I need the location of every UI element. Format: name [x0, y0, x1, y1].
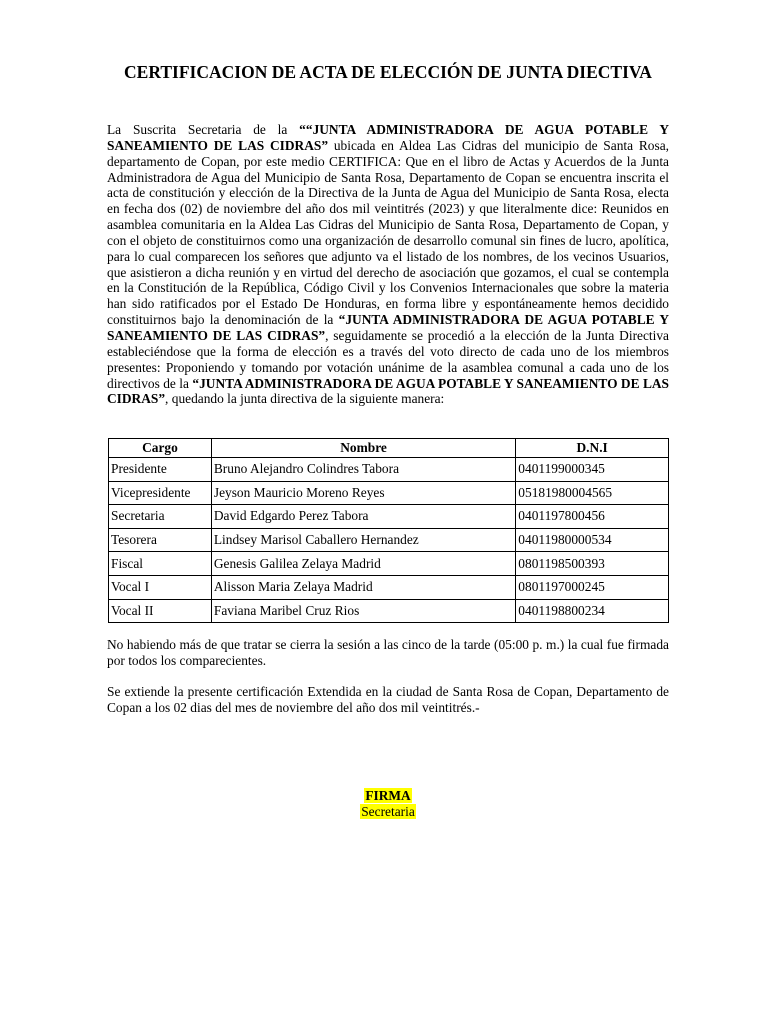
- cell-nombre: Alisson Maria Zelaya Madrid: [211, 575, 515, 599]
- closing-paragraph-session: No habiendo más de que tratar se cierra la sesión a las cinco de la tarde (05:00 p. m.) la cual fue firmada por todos los comparecientes.: [107, 637, 669, 668]
- cell-cargo: Vocal I: [109, 575, 212, 599]
- signature-block: [300, 788, 476, 820]
- cell-nombre: Jeyson Mauricio Moreno Reyes: [211, 481, 515, 505]
- cell-nombre: David Edgardo Perez Tabora: [211, 505, 515, 529]
- cell-cargo: Vicepresidente: [109, 481, 212, 505]
- signature-label: FIRMA: [365, 788, 411, 803]
- closing-paragraph-extension: Se extiende la presente certificación Extendida en la ciudad de Santa Rosa de Copan, Departamento de Copan a los 02 dias del mes de noviembre del año dos mil veintitrés.-: [107, 684, 669, 715]
- directiva-table: [108, 438, 669, 623]
- body-segment: , quedando la junta directiva de la siguiente manera:: [165, 391, 445, 407]
- table-row: [109, 505, 669, 529]
- certification-body: [107, 122, 669, 407]
- cell-nombre: Faviana Maribel Cruz Rios: [211, 599, 515, 623]
- table-row: [109, 481, 669, 505]
- organization-name: ““JUNTA ADMINISTRADORA DE AGUA POTABLE Y SANEAMIENTO DE LAS CIDRAS”: [107, 122, 669, 153]
- table-row: [109, 552, 669, 576]
- organization-name: “JUNTA ADMINISTRADORA DE AGUA POTABLE Y SANEAMIENTO DE LAS CIDRAS”: [107, 312, 670, 343]
- cell-cargo: Secretaria: [109, 505, 212, 529]
- organization-name: “JUNTA ADMINISTRADORA DE AGUA POTABLE Y SANEAMIENTO DE LAS CIDRAS”: [107, 375, 669, 407]
- cell-dni: 0401199000345: [516, 458, 669, 482]
- cell-nombre: Lindsey Marisol Caballero Hernandez: [211, 528, 515, 552]
- cell-cargo: Vocal II: [109, 599, 212, 623]
- table-row: [109, 575, 669, 599]
- cell-dni: 0401198800234: [516, 599, 669, 623]
- table-row: [109, 599, 669, 623]
- cell-dni: 0401197800456: [516, 505, 669, 529]
- body-segment: La Suscrita Secretaria de la: [107, 122, 300, 137]
- body-segment: ubicada en Aldea Las Cidras del municipio de Santa Rosa, departamento de Copan, por este medio CERTIFICA: Que en el libro de Actas y Acuerdos de la Junta Administradora de Agua del Municipio de Santa Rosa, Departamento de Copan se encuentra inscrita el acta de constitución y elección de la Directiva de la Junta de Agua del Municipio de Santa Rosa, electa en fecha dos (02) de noviembre del año dos mil veintitrés (2023) y que literalmente dice: Reunidos en asamblea comunitaria en la Aldea Las Cidras del Municipio de Santa Rosa, Departamento de Copan, y con el objeto de constituirnos como una organización de desarrollo comunal sin fines de lucro, apolítica, para lo cual comparecen los señores que adjunto va el listado de los nombres, de los vecinos Usuarios, que asistieron a dicha reunión y en virtud del derecho de asociación que gozamos, el cual se contempla en la Constitución de la República, Código Civil y los Convenios Internacionales que sobre la materia han sido ratificados por el Estado De Honduras, en forma libre y espontáneamente hemos decidido constituirnos bajo la denominación de la: [107, 137, 669, 328]
- cell-nombre: Genesis Galilea Zelaya Madrid: [211, 552, 515, 576]
- cell-dni: 0801197000245: [516, 575, 669, 599]
- cell-nombre: Bruno Alejandro Colindres Tabora: [211, 458, 515, 482]
- document-title: CERTIFICACION DE ACTA DE ELECCIÓN DE JUNTA DIECTIVA: [124, 62, 652, 82]
- cell-cargo: Fiscal: [109, 552, 212, 576]
- header-nombre: Nombre: [211, 439, 515, 458]
- table-header-row: [109, 439, 669, 458]
- cell-cargo: Tesorera: [109, 528, 212, 552]
- header-cargo: Cargo: [109, 439, 212, 458]
- cell-dni: 04011980000534: [516, 528, 669, 552]
- cell-dni: 0801198500393: [516, 552, 669, 576]
- signature-role: Secretaria: [361, 804, 415, 819]
- cell-dni: 05181980004565: [516, 481, 669, 505]
- body-segment: , seguidamente se procedió a la elección de la Junta Directiva estableciéndose que la forma de elección es a través del voto directo de cada uno de los miembros presentes: Proponiendo y tomando por votación unánime de la asamblea comunal a cada uno de los directivos de la: [107, 327, 669, 391]
- table-row: [109, 528, 669, 552]
- cell-cargo: Presidente: [109, 458, 212, 482]
- table-row: [109, 458, 669, 482]
- header-dni: D.N.I: [516, 439, 669, 458]
